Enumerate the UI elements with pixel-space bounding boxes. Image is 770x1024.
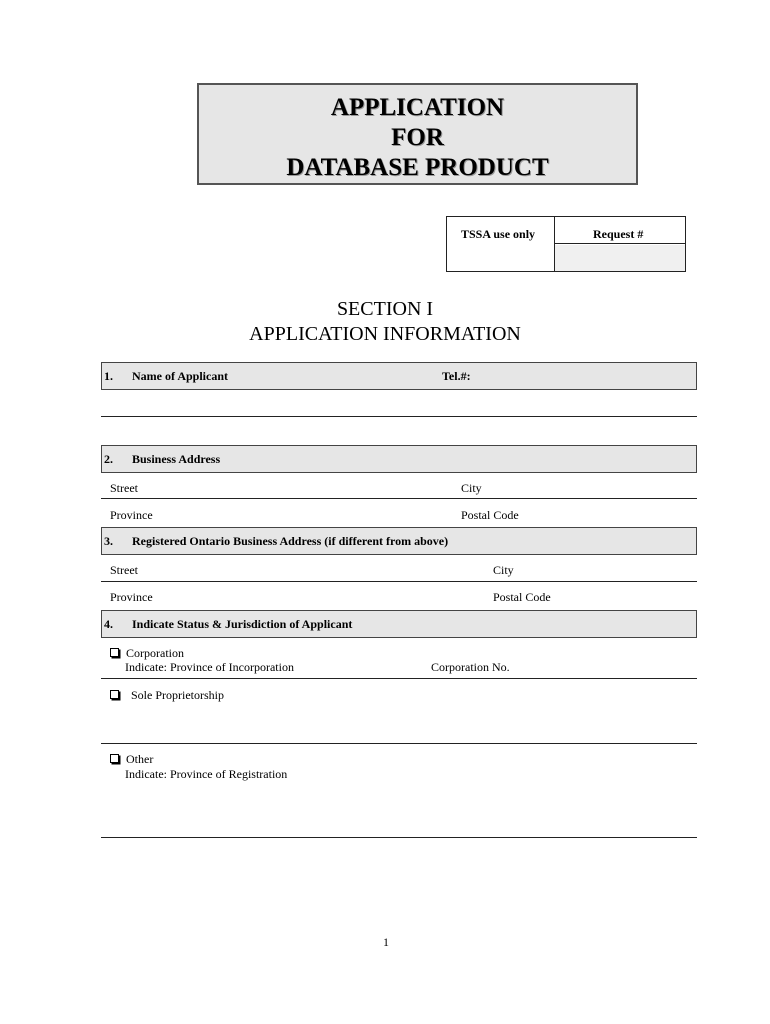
q3-province-label: Province [110,590,153,604]
q3-header-bar [101,527,697,555]
other-checkbox[interactable] [110,754,119,763]
corporation-label: Corporation [126,646,184,660]
corporation-checkbox[interactable] [110,648,119,657]
q2-header-bar [101,445,697,473]
section-number: SECTION I [336,298,434,320]
sole-proprietorship-checkbox[interactable] [110,690,119,699]
q3-number: 3. [104,534,113,548]
q3-postal-label: Postal Code [493,590,551,604]
q2-number: 2. [104,452,113,466]
corporation-field[interactable] [101,678,697,679]
form-title-line1: APPLICATION [330,94,505,121]
q2-province-label: Province [110,508,153,522]
q1-number: 1. [104,369,113,383]
q1-tel-label: Tel.#: [442,369,471,383]
q2-street-city-field[interactable] [101,498,697,499]
other-option [110,752,153,767]
applicant-name-field[interactable] [101,416,697,417]
q3-label: Registered Ontario Business Address (if different from above) [132,534,449,548]
q3-street-city-field[interactable] [101,581,697,582]
sole-proprietorship-option [110,688,224,703]
other-field[interactable] [101,837,697,838]
q4-label: Indicate Status & Jurisdiction of Applicant [132,617,353,631]
section-title: APPLICATION INFORMATION [249,323,521,345]
corporation-option [110,646,184,661]
request-number-label: Request # [593,227,644,241]
q1-label: Name of Applicant [132,369,228,383]
q2-postal-label: Postal Code [461,508,519,522]
q2-label: Business Address [132,452,221,466]
form-title-box [197,83,638,185]
form-title-line3: DATABASE PRODUCT [286,154,549,181]
q2-street-label: Street [110,481,138,495]
q4-header-bar [101,610,697,638]
sole-proprietorship-label: Sole Proprietorship [131,688,224,702]
q1-header-bar [101,362,697,390]
corporation-no-label: Corporation No. [431,660,510,674]
tssa-use-only-label: TSSA use only [461,227,536,241]
q3-city-label: City [493,563,514,577]
page-number: 1 [383,935,389,949]
request-number-field[interactable] [555,245,685,271]
q4-number: 4. [104,617,113,631]
other-indicate-label: Indicate: Province of Registration [125,767,288,781]
q3-street-label: Street [110,563,138,577]
form-title-line2: FOR [391,124,444,151]
corporation-indicate-label: Indicate: Province of Incorporation [125,660,294,674]
tssa-use-only-box [446,216,686,272]
q2-city-label: City [461,481,482,495]
sole-proprietorship-field[interactable] [101,743,697,744]
other-label: Other [126,752,154,766]
